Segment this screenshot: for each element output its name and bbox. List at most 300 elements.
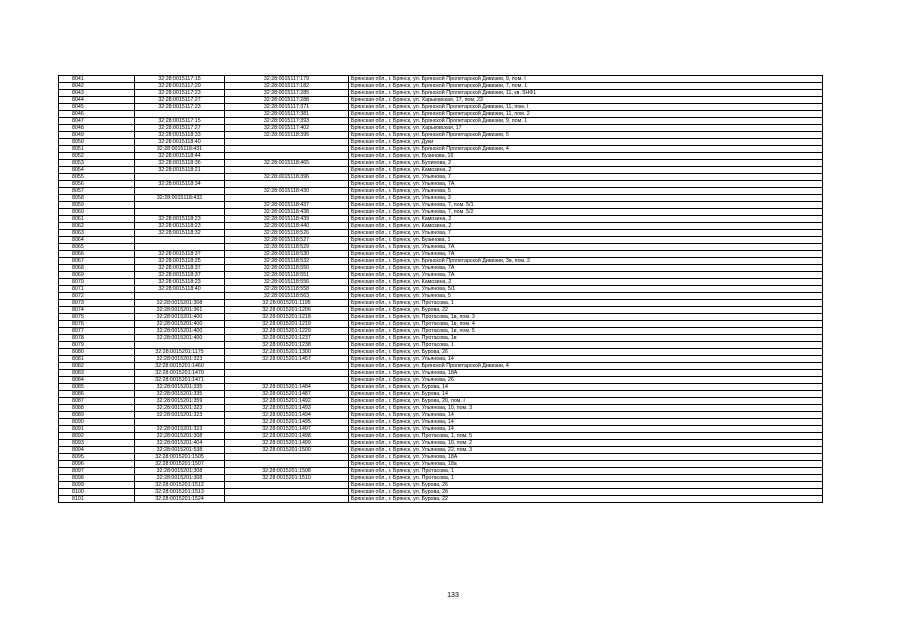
table-row	[59, 489, 823, 496]
address-cell: Брянская обл., г. Брянск, ул. Протасова, 1	[349, 468, 823, 475]
address-cell: Брянская обл., г. Брянск, ул. Ульянова, 10, пом. 3	[349, 405, 823, 412]
building-cadastral-number-cell: 32:28:0015118:438	[225, 209, 349, 216]
table-row	[59, 426, 823, 433]
row-number-cell: 8078	[59, 335, 135, 342]
table-row	[59, 279, 823, 286]
address-cell: Брянская обл., г. Брянск, ул. Брянской Пролетарской Дивизии, 4	[349, 363, 823, 370]
building-cadastral-number-cell	[225, 454, 349, 461]
table-row	[59, 300, 823, 307]
table-row	[59, 405, 823, 412]
table-row	[59, 76, 823, 83]
building-cadastral-number-cell: 32:28:0015118:527	[225, 237, 349, 244]
building-cadastral-number-cell	[225, 146, 349, 153]
address-cell: Брянская обл., г. Брянск, ул. Ульянова, 7А	[349, 265, 823, 272]
row-number-cell: 8047	[59, 118, 135, 125]
table-row	[59, 216, 823, 223]
table-row	[59, 181, 823, 188]
table-row	[59, 433, 823, 440]
address-cell: Брянская обл., г. Брянск, ул. Ульянова, 7А	[349, 251, 823, 258]
address-cell: Брянская обл., г. Брянск, ул. Протасова, 1в, пом. 5	[349, 328, 823, 335]
parcel-cadastral-number-cell: 32:28:0015118:34	[135, 181, 225, 188]
building-cadastral-number-cell: 32:28:0015201:1493	[225, 405, 349, 412]
parcel-cadastral-number-cell: 32:28:0015118:25	[135, 258, 225, 265]
row-number-cell: 8043	[59, 90, 135, 97]
address-cell: Брянская обл., г. Брянск, ул. Бурова, 14	[349, 391, 823, 398]
table-row	[59, 223, 823, 230]
row-number-cell: 8052	[59, 153, 135, 160]
building-cadastral-number-cell: 32:28:0015118:395	[225, 132, 349, 139]
table-row	[59, 202, 823, 209]
row-number-cell: 8067	[59, 258, 135, 265]
parcel-cadastral-number-cell: 32:28:0015118:40	[135, 139, 225, 146]
row-number-cell: 8080	[59, 349, 135, 356]
building-cadastral-number-cell: 32:28:0015118:532	[225, 258, 349, 265]
row-number-cell: 8096	[59, 461, 135, 468]
parcel-cadastral-number-cell: 32:28:0015118:23	[135, 223, 225, 230]
building-cadastral-number-cell: 32:28:0015117:179	[225, 76, 349, 83]
address-cell: Брянская обл., г. Брянск, ул. Ульянова, 14	[349, 419, 823, 426]
table-row	[59, 342, 823, 349]
row-number-cell: 8075	[59, 314, 135, 321]
table-row	[59, 244, 823, 251]
building-cadastral-number-cell: 32:28:0015118:439	[225, 216, 349, 223]
building-cadastral-number-cell: 32:28:0015201:1195	[225, 300, 349, 307]
address-cell: Брянская обл., г. Брянск, ул. Бузинова, 16	[349, 153, 823, 160]
parcel-cadastral-number-cell	[135, 237, 225, 244]
row-number-cell: 8097	[59, 468, 135, 475]
parcel-cadastral-number-cell: 32:28:0015201:1507	[135, 461, 225, 468]
parcel-cadastral-number-cell: 32:28:0015201:1470	[135, 370, 225, 377]
table-row	[59, 174, 823, 181]
parcel-cadastral-number-cell: 32:28:0015201:400	[135, 328, 225, 335]
row-number-cell: 8072	[59, 293, 135, 300]
building-cadastral-number-cell: 32:28:0015201:1495	[225, 419, 349, 426]
table-row	[59, 230, 823, 237]
table-row	[59, 468, 823, 475]
table-body	[59, 76, 823, 503]
parcel-cadastral-number-cell: 32:28:0015201:404	[135, 440, 225, 447]
address-cell: Брянская обл., г. Брянск, ул. Протасова, 1в	[349, 335, 823, 342]
address-cell: Брянская обл., г. Брянск, ул. Ульянова, 5	[349, 293, 823, 300]
address-cell: Брянская обл., г. Брянск, ул. Бурова, 22	[349, 307, 823, 314]
table-row	[59, 356, 823, 363]
parcel-cadastral-number-cell: 32:28:0015201:308	[135, 433, 225, 440]
parcel-cadastral-number-cell: 32:28:0015118:21	[135, 167, 225, 174]
row-number-cell: 8099	[59, 482, 135, 489]
row-number-cell: 8085	[59, 384, 135, 391]
building-cadastral-number-cell	[225, 195, 349, 202]
parcel-cadastral-number-cell: 32:28:0015201:400	[135, 321, 225, 328]
parcel-cadastral-number-cell	[135, 244, 225, 251]
parcel-cadastral-number-cell: 32:28:0015201:400	[135, 314, 225, 321]
building-cadastral-number-cell: 32:28:0015201:1497	[225, 426, 349, 433]
property-register-table	[58, 75, 823, 503]
table-row	[59, 111, 823, 118]
building-cadastral-number-cell: 32:28:0015117:371	[225, 104, 349, 111]
parcel-cadastral-number-cell: 32:28:0015201:359	[135, 398, 225, 405]
parcel-cadastral-number-cell	[135, 202, 225, 209]
row-number-cell: 8044	[59, 97, 135, 104]
row-number-cell: 8065	[59, 244, 135, 251]
table-row	[59, 391, 823, 398]
row-number-cell: 8060	[59, 209, 135, 216]
address-cell: Брянская обл., г. Брянск, ул. Камозина, 2	[349, 279, 823, 286]
table-row	[59, 454, 823, 461]
table-row	[59, 167, 823, 174]
building-cadastral-number-cell	[225, 363, 349, 370]
parcel-cadastral-number-cell: 32:28:0015118:23	[135, 216, 225, 223]
address-cell: Брянская обл., г. Брянск, ул. Ульянова, 14	[349, 412, 823, 419]
address-cell: Брянская обл., г. Брянск, ул. Протасова, 1, пом. 5	[349, 433, 823, 440]
table-row	[59, 461, 823, 468]
address-cell: Брянская обл., г. Брянск, ул. Брянской Пролетарской Дивизии, 4	[349, 146, 823, 153]
table-row	[59, 237, 823, 244]
parcel-cadastral-number-cell: 32:28:0015201:335	[135, 391, 225, 398]
parcel-cadastral-number-cell: 32:28:0015117:20	[135, 83, 225, 90]
table-row	[59, 335, 823, 342]
row-number-cell: 8048	[59, 125, 135, 132]
address-cell: Брянская обл., г. Брянск, ул. Брянской Пролетарской Дивизии, 9, пом. I	[349, 76, 823, 83]
building-cadastral-number-cell	[225, 370, 349, 377]
building-cadastral-number-cell: 32:28:0015201:1237	[225, 335, 349, 342]
parcel-cadastral-number-cell: 32:28:0015118:37	[135, 265, 225, 272]
parcel-cadastral-number-cell: 32:28:0015201:323	[135, 356, 225, 363]
table-row	[59, 195, 823, 202]
address-cell: Брянская обл., г. Брянск, ул. Дуки	[349, 139, 823, 146]
row-number-cell: 8046	[59, 111, 135, 118]
row-number-cell: 8054	[59, 167, 135, 174]
address-cell: Брянская обл., г. Брянск, ул. Бурова, 2б	[349, 489, 823, 496]
parcel-cadastral-number-cell: 32:28:0015118:23	[135, 279, 225, 286]
parcel-cadastral-number-cell: 32:28:0015118:44	[135, 153, 225, 160]
row-number-cell: 8087	[59, 398, 135, 405]
building-cadastral-number-cell: 32:28:0015118:465	[225, 160, 349, 167]
address-cell: Брянская обл., г. Брянск, ул. Харьковская, 17, пом. 23	[349, 97, 823, 104]
row-number-cell: 8089	[59, 412, 135, 419]
table-row	[59, 209, 823, 216]
address-cell: Брянская обл., г. Брянск, ул. Ульянова, 5	[349, 188, 823, 195]
table-row	[59, 160, 823, 167]
parcel-cadastral-number-cell: 32:28:0015201:308	[135, 300, 225, 307]
building-cadastral-number-cell: 32:28:0015118:551	[225, 272, 349, 279]
table-row	[59, 321, 823, 328]
parcel-cadastral-number-cell: 32:28:0015201:1175	[135, 349, 225, 356]
building-cadastral-number-cell: 32:28:0015117:402	[225, 125, 349, 132]
parcel-cadastral-number-cell: 32:28:0015117:27	[135, 97, 225, 104]
address-cell: Брянская обл., г. Брянск, ул. Харьковская, 17	[349, 125, 823, 132]
building-cadastral-number-cell: 32:28:0015201:1484	[225, 384, 349, 391]
address-cell: Брянская обл., г. Брянск, ул. Камозина, 2	[349, 216, 823, 223]
address-cell: Брянская обл., г. Брянск, ул. Брянской Пролетарской Дивизии, 11, пом. 2	[349, 111, 823, 118]
parcel-cadastral-number-cell	[135, 342, 225, 349]
table-row	[59, 496, 823, 503]
parcel-cadastral-number-cell: 32:28:0015201:400	[135, 335, 225, 342]
parcel-cadastral-number-cell: 32:28:0015201:308	[135, 468, 225, 475]
parcel-cadastral-number-cell: 32:28:0015118:40	[135, 286, 225, 293]
parcel-cadastral-number-cell: 32:28:0015118:33	[135, 132, 225, 139]
address-cell: Брянская обл., г. Брянск, ул. Брянской Пролетарской Дивизии, 9, пом. 1	[349, 118, 823, 125]
page-number: 133	[447, 592, 459, 599]
parcel-cadastral-number-cell: 32:28:0015117:23	[135, 104, 225, 111]
building-cadastral-number-cell: 32:28:0015201:1219	[225, 321, 349, 328]
building-cadastral-number-cell: 32:28:0015117:381	[225, 111, 349, 118]
parcel-cadastral-number-cell: 32:28:0015117:15	[135, 118, 225, 125]
address-cell: Брянская обл., г. Брянск, ул. Бурова, 26	[349, 349, 823, 356]
table-row	[59, 188, 823, 195]
row-number-cell: 8073	[59, 300, 135, 307]
row-number-cell: 8086	[59, 391, 135, 398]
parcel-cadastral-number-cell	[135, 293, 225, 300]
table-row	[59, 412, 823, 419]
address-cell: Брянская обл., г. Брянск, ул. Ульянова, 14	[349, 426, 823, 433]
table-row	[59, 265, 823, 272]
address-cell: Брянская обл., г. Брянск, ул. Ульянова, 7А	[349, 272, 823, 279]
row-number-cell: 8070	[59, 279, 135, 286]
address-cell: Брянская обл., г. Брянск, ул. Булинова, 2	[349, 160, 823, 167]
address-cell: Брянская обл., г. Брянск, ул. Бурова, 14	[349, 384, 823, 391]
parcel-cadastral-number-cell: 32:28:0015201:538	[135, 447, 225, 454]
table-row	[59, 349, 823, 356]
row-number-cell: 8092	[59, 433, 135, 440]
row-number-cell: 8049	[59, 132, 135, 139]
building-cadastral-number-cell: 32:28:0015201:1457	[225, 356, 349, 363]
parcel-cadastral-number-cell: 32:28:0015117:15	[135, 76, 225, 83]
building-cadastral-number-cell: 32:28:0015201:1206	[225, 307, 349, 314]
address-cell: Брянская обл., г. Брянск, ул. Бурова, 20, пом. I	[349, 398, 823, 405]
table-row	[59, 293, 823, 300]
table-row	[59, 139, 823, 146]
table-row	[59, 377, 823, 384]
table-row	[59, 286, 823, 293]
building-cadastral-number-cell: 32:28:0015201:1500	[225, 447, 349, 454]
building-cadastral-number-cell: 32:28:0015117:182	[225, 83, 349, 90]
row-number-cell: 8068	[59, 265, 135, 272]
row-number-cell: 8057	[59, 188, 135, 195]
address-cell: Брянская обл., г. Брянск, ул. Ульянова, 7	[349, 230, 823, 237]
address-cell: Брянская обл., г. Брянск, ул. Протасова, 1	[349, 300, 823, 307]
building-cadastral-number-cell: 32:28:0015118:529	[225, 244, 349, 251]
parcel-cadastral-number-cell: 32:28:0015201:335	[135, 384, 225, 391]
parcel-cadastral-number-cell: 32:28:0015201:1513	[135, 489, 225, 496]
row-number-cell: 8069	[59, 272, 135, 279]
building-cadastral-number-cell: 32:28:0015118:430	[225, 188, 349, 195]
table-row	[59, 251, 823, 258]
address-cell: Брянская обл., г. Брянск, ул. Ульянова, 7, пом. 5/1	[349, 202, 823, 209]
row-number-cell: 8071	[59, 286, 135, 293]
table-row	[59, 104, 823, 111]
parcel-cadastral-number-cell: 32:28:0015118:36	[135, 160, 225, 167]
row-number-cell: 8056	[59, 181, 135, 188]
building-cadastral-number-cell	[225, 167, 349, 174]
parcel-cadastral-number-cell: 32:28:0015201:323	[135, 426, 225, 433]
parcel-cadastral-number-cell: 32:28:0015201:1512	[135, 482, 225, 489]
table-row	[59, 384, 823, 391]
row-number-cell: 8050	[59, 139, 135, 146]
parcel-cadastral-number-cell: 32:28:0015118:37	[135, 251, 225, 258]
address-cell: Брянская обл., г. Брянск, ул. Брянской Пролетарской Дивизии, 3в, пом. 2	[349, 258, 823, 265]
parcel-cadastral-number-cell: 32:28:0015201:361	[135, 307, 225, 314]
address-cell: Брянская обл., г. Брянск, ул. Ульянова, 7А	[349, 181, 823, 188]
table-row	[59, 258, 823, 265]
building-cadastral-number-cell: 32:28:0015201:1498	[225, 433, 349, 440]
parcel-cadastral-number-cell: 32:28:0015118:432	[135, 195, 225, 202]
table-row	[59, 307, 823, 314]
address-cell: Брянская обл., г. Брянск, ул. Брянской Пролетарской Дивизии, 7, пом. 1	[349, 83, 823, 90]
row-number-cell: 8053	[59, 160, 135, 167]
row-number-cell: 8051	[59, 146, 135, 153]
building-cadastral-number-cell: 32:28:0015117:288	[225, 97, 349, 104]
row-number-cell: 8077	[59, 328, 135, 335]
table-row	[59, 118, 823, 125]
row-number-cell: 8082	[59, 363, 135, 370]
building-cadastral-number-cell: 32:28:0015201:1218	[225, 314, 349, 321]
building-cadastral-number-cell	[225, 489, 349, 496]
building-cadastral-number-cell	[225, 461, 349, 468]
table-row	[59, 125, 823, 132]
building-cadastral-number-cell: 32:28:0015201:1508	[225, 468, 349, 475]
address-cell: Брянская обл., г. Брянск, ул. Бурова, 22	[349, 496, 823, 503]
table-row	[59, 146, 823, 153]
row-number-cell: 8094	[59, 447, 135, 454]
address-cell: Брянская обл., г. Брянск, ул. Брянской Пролетарской Дивизии, 11, кв. 5НФ1	[349, 90, 823, 97]
parcel-cadastral-number-cell: 32:28:0015201:1524	[135, 496, 225, 503]
row-number-cell: 8076	[59, 321, 135, 328]
address-cell: Брянская обл., г. Брянск, ул. Ульянова, 14	[349, 356, 823, 363]
table-row	[59, 398, 823, 405]
row-number-cell: 8066	[59, 251, 135, 258]
table-row	[59, 83, 823, 90]
parcel-cadastral-number-cell: 32:28:0015201:1460	[135, 363, 225, 370]
building-cadastral-number-cell	[225, 377, 349, 384]
parcel-cadastral-number-cell: 32:28:0015201:323	[135, 412, 225, 419]
row-number-cell: 8074	[59, 307, 135, 314]
building-cadastral-number-cell: 32:28:0015118:396	[225, 174, 349, 181]
building-cadastral-number-cell: 32:28:0015201:1492	[225, 398, 349, 405]
row-number-cell: 8061	[59, 216, 135, 223]
building-cadastral-number-cell: 32:28:0015118:440	[225, 223, 349, 230]
building-cadastral-number-cell: 32:28:0015201:1300	[225, 349, 349, 356]
address-cell: Брянская обл., г. Брянск, ул. Ульянова, 10, пом. 2	[349, 440, 823, 447]
building-cadastral-number-cell	[225, 153, 349, 160]
table-row	[59, 97, 823, 104]
address-cell: Брянская обл., г. Брянск, ул. Ульянова, 7, пом. 5/2	[349, 209, 823, 216]
address-cell: Брянская обл., г. Брянск, ул. Ульянова, 5/1	[349, 286, 823, 293]
table-row	[59, 328, 823, 335]
row-number-cell: 8064	[59, 237, 135, 244]
table-row	[59, 475, 823, 482]
parcel-cadastral-number-cell: 32:28:0015117:27	[135, 125, 225, 132]
row-number-cell: 8058	[59, 195, 135, 202]
row-number-cell: 8084	[59, 377, 135, 384]
table-row	[59, 370, 823, 377]
row-number-cell: 8045	[59, 104, 135, 111]
building-cadastral-number-cell	[225, 139, 349, 146]
row-number-cell: 8062	[59, 223, 135, 230]
address-cell: Брянская обл., г. Брянск, ул. Протасова, 1в, пом. 4	[349, 321, 823, 328]
address-cell: Брянская обл., г. Брянск, ул. Ульянова, 7А	[349, 244, 823, 251]
building-cadastral-number-cell: 32:28:0015118:530	[225, 251, 349, 258]
building-cadastral-number-cell: 32:28:0015201:1510	[225, 475, 349, 482]
row-number-cell: 8101	[59, 496, 135, 503]
row-number-cell: 8091	[59, 426, 135, 433]
address-cell: Брянская обл., г. Брянск, ул. Протасова, 1	[349, 475, 823, 482]
address-cell: Брянская обл., г. Брянск, ул. Брянской Пролетарской Дивизии, 11, пом. I	[349, 104, 823, 111]
row-number-cell: 8083	[59, 370, 135, 377]
building-cadastral-number-cell: 32:28:0015117:285	[225, 90, 349, 97]
row-number-cell: 8093	[59, 440, 135, 447]
parcel-cadastral-number-cell: 32:28:0015201:1505	[135, 454, 225, 461]
parcel-cadastral-number-cell: 32:28:0015201:323	[135, 405, 225, 412]
building-cadastral-number-cell: 32:28:0015118:526	[225, 230, 349, 237]
parcel-cadastral-number-cell	[135, 209, 225, 216]
table-row	[59, 440, 823, 447]
building-cadastral-number-cell: 32:28:0015118:563	[225, 293, 349, 300]
address-cell: Брянская обл., г. Брянск, ул. Ульянова, 3	[349, 195, 823, 202]
address-cell: Брянская обл., г. Брянск, ул. Ульянова, 18А	[349, 454, 823, 461]
address-cell: Брянская обл., г. Брянск, ул. Камозина, 2	[349, 167, 823, 174]
table-row	[59, 272, 823, 279]
table-row	[59, 90, 823, 97]
building-cadastral-number-cell: 32:28:0015201:1487	[225, 391, 349, 398]
parcel-cadastral-number-cell	[135, 419, 225, 426]
table-row	[59, 482, 823, 489]
row-number-cell: 8063	[59, 230, 135, 237]
building-cadastral-number-cell: 32:28:0015117:393	[225, 118, 349, 125]
row-number-cell: 8041	[59, 76, 135, 83]
row-number-cell: 8090	[59, 419, 135, 426]
address-cell: Брянская обл., г. Брянск, ул. Камозина, 2	[349, 223, 823, 230]
parcel-cadastral-number-cell: 32:28:0015201:1471	[135, 377, 225, 384]
address-cell: Брянская обл., г. Брянск, ул. Брянской Пролетарской Дивизии, 5	[349, 132, 823, 139]
row-number-cell: 8098	[59, 475, 135, 482]
row-number-cell: 8095	[59, 454, 135, 461]
building-cadastral-number-cell: 32:28:0015201:1238	[225, 342, 349, 349]
parcel-cadastral-number-cell	[135, 111, 225, 118]
building-cadastral-number-cell	[225, 482, 349, 489]
building-cadastral-number-cell: 32:28:0015118:558	[225, 286, 349, 293]
address-cell: Брянская обл., г. Брянск, ул. Ульянова, 7	[349, 174, 823, 181]
parcel-cadastral-number-cell	[135, 188, 225, 195]
address-cell: Брянская обл., г. Брянск, ул. Ульянова, 22, пом. 3	[349, 447, 823, 454]
address-cell: Брянская обл., г. Брянск, ул. Ульянова, 26	[349, 377, 823, 384]
row-number-cell: 8100	[59, 489, 135, 496]
table-row	[59, 314, 823, 321]
building-cadastral-number-cell: 32:28:0015118:437	[225, 202, 349, 209]
row-number-cell: 8042	[59, 83, 135, 90]
parcel-cadastral-number-cell	[135, 174, 225, 181]
table-row	[59, 419, 823, 426]
building-cadastral-number-cell: 32:28:0015201:1499	[225, 440, 349, 447]
building-cadastral-number-cell	[225, 181, 349, 188]
address-cell: Брянская обл., г. Брянск, ул. Протасова, 1в, пом. 3	[349, 314, 823, 321]
row-number-cell: 8079	[59, 342, 135, 349]
building-cadastral-number-cell: 32:28:0015118:556	[225, 279, 349, 286]
table-row	[59, 153, 823, 160]
row-number-cell: 8081	[59, 356, 135, 363]
building-cadastral-number-cell	[225, 496, 349, 503]
address-cell: Брянская обл., г. Брянск, ул. Протасова, 1	[349, 342, 823, 349]
table-row	[59, 132, 823, 139]
building-cadastral-number-cell: 32:28:0015201:1220	[225, 328, 349, 335]
row-number-cell: 8088	[59, 405, 135, 412]
address-cell: Брянская обл., г. Брянск, ул. Ульянова, 18А	[349, 370, 823, 377]
parcel-cadastral-number-cell: 32:28:0015117:23	[135, 90, 225, 97]
row-number-cell: 8055	[59, 174, 135, 181]
parcel-cadastral-number-cell: 32:28:0015118:431	[135, 146, 225, 153]
table-row	[59, 363, 823, 370]
address-cell: Брянская обл., г. Брянск, ул. Бурова, 26	[349, 482, 823, 489]
parcel-cadastral-number-cell: 32:28:0015201:308	[135, 475, 225, 482]
